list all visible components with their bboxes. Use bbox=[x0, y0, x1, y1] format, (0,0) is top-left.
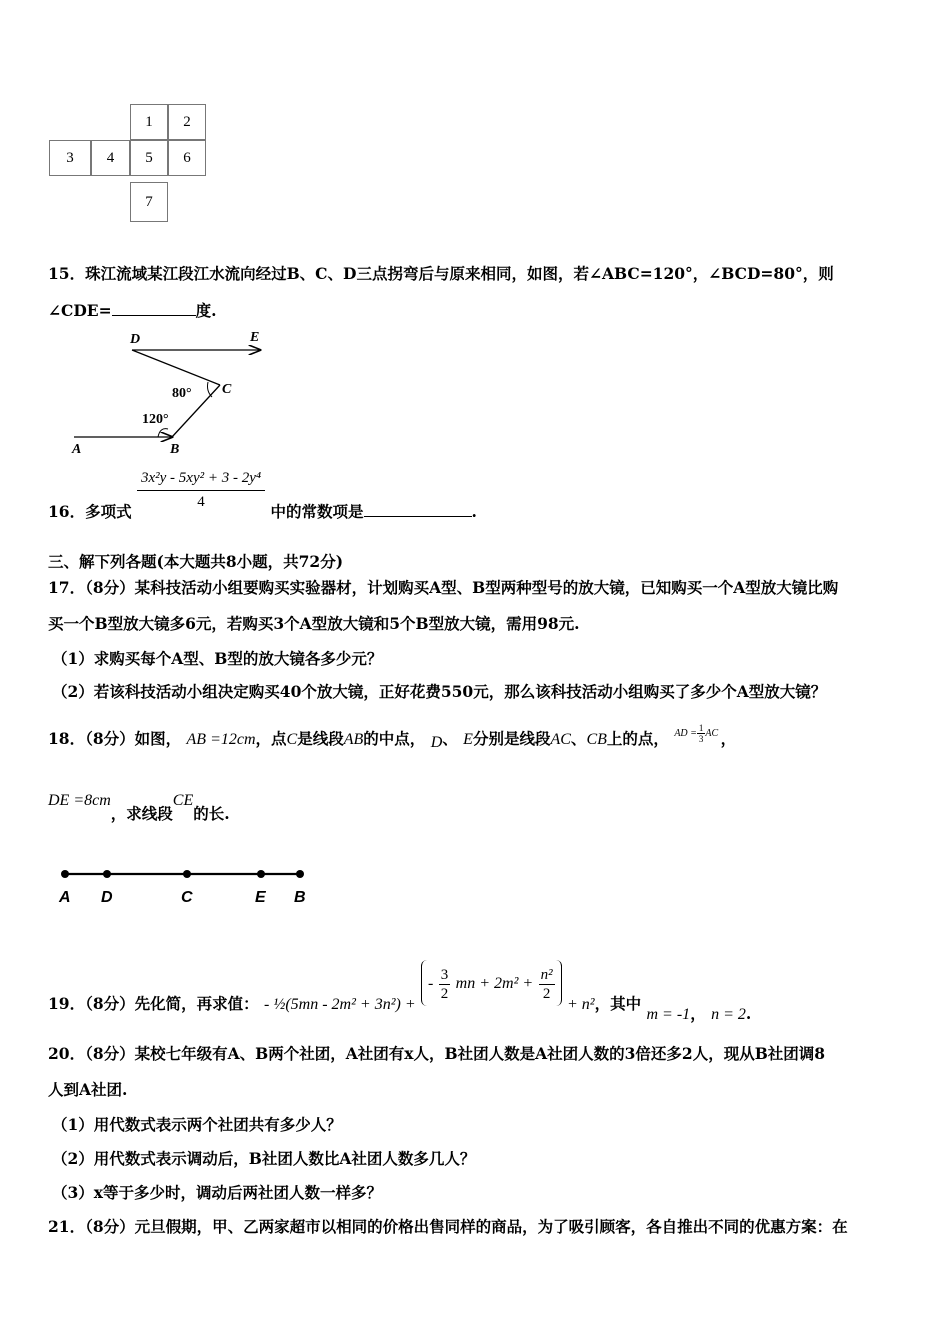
q18-t10: 的长. bbox=[193, 804, 230, 823]
q17-line2: 买一个B型放大镜多6元，若购买3个A型放大镜和5个B型放大镜，需用98元. bbox=[48, 614, 580, 633]
point-c-dot bbox=[183, 870, 191, 878]
net-cell-1: 1 bbox=[130, 104, 168, 140]
q18-segment-ab: AB bbox=[343, 731, 364, 748]
q21-line1: 21．（8分）元旦假期，甲、乙两家超市以相同的价格出售同样的商品，为了吸引顾客，各自推出不同的优惠方案：在 bbox=[48, 1217, 848, 1236]
fig-label-a: A bbox=[59, 889, 71, 906]
q19-n-value: n = 2 bbox=[711, 1006, 746, 1023]
q19-frac2-den: 2 bbox=[542, 985, 551, 1002]
q19-expr2-a: - bbox=[428, 975, 434, 992]
q17-line1: 17．（8分）某科技活动小组要购买实验器材，计划购买A型、B型两种型号的放大镜，已知购买一个A型放大镜比购 bbox=[48, 578, 839, 597]
q18-t8: ， bbox=[720, 729, 737, 748]
q19-frac-n2-2 bbox=[539, 966, 555, 1003]
q18-point-d: D bbox=[430, 734, 443, 751]
q18-ad-right: AC bbox=[705, 728, 719, 739]
q15-line2-suffix: 度. bbox=[195, 301, 217, 320]
q20-sub2: （2）用代数式表示调动后，B社团人数比A社团人数多几人？ bbox=[52, 1149, 476, 1168]
angle-label-120: 120° bbox=[142, 412, 169, 427]
line-DC bbox=[132, 350, 220, 385]
q20-line2: 人到A社团. bbox=[48, 1080, 128, 1099]
q19-frac-3-2 bbox=[439, 966, 451, 1003]
q18-t4: 、 bbox=[442, 729, 458, 748]
point-b-dot bbox=[296, 870, 304, 878]
q18-ad-frac-den: 3 bbox=[698, 734, 704, 745]
q15-answer-blank bbox=[112, 301, 196, 316]
q20-sub3: （3）x等于多少时，调动后两社团人数一样多？ bbox=[52, 1183, 383, 1202]
q19-end: . bbox=[745, 1004, 752, 1023]
q18-de-length: DE =8cm bbox=[48, 792, 111, 809]
q18-ad-frac-num: 1 bbox=[698, 723, 704, 734]
q18-segment-cb: CB bbox=[586, 731, 607, 748]
q16-prefix: 16．多项式 bbox=[48, 501, 132, 521]
q19-frac1-den: 2 bbox=[440, 985, 449, 1002]
q16 bbox=[48, 470, 477, 521]
q18-t2: 是线段 bbox=[297, 729, 344, 748]
q15-line2 bbox=[48, 299, 216, 321]
q20-sub1: （1）用代数式表示两个社团共有多少人？ bbox=[52, 1115, 342, 1134]
q18-point-e: E bbox=[463, 731, 473, 748]
q18-point-c: C bbox=[286, 731, 298, 748]
q16-denominator: 4 bbox=[197, 494, 205, 510]
q19-m-value: m = -1 bbox=[646, 1006, 691, 1023]
q19-expr1: - ½(5mn - 2m² + 3n²) + bbox=[264, 996, 416, 1013]
angle-label-80: 80° bbox=[172, 386, 192, 401]
q15-river-figure bbox=[60, 325, 290, 460]
fig-label-c: C bbox=[181, 889, 193, 906]
net-cell-2: 2 bbox=[168, 104, 206, 140]
q19-prefix: 19．（8分）先化简，再求值： bbox=[48, 994, 259, 1013]
q19-frac2-num: n² bbox=[540, 966, 553, 983]
fig-label-e: E bbox=[255, 889, 266, 906]
q18-segment-ac: AC bbox=[550, 731, 571, 748]
label-E: E bbox=[250, 330, 260, 345]
angle-arc-B bbox=[158, 429, 168, 437]
section3-title: 三、解下列各题(本大题共8小题，共72分) bbox=[48, 552, 344, 571]
q18-t3: 的中点， bbox=[363, 729, 426, 748]
q18-t9: ，求线段 bbox=[110, 804, 173, 823]
q19-expr3: + n² bbox=[566, 996, 595, 1013]
q19-middle: ，其中 bbox=[594, 994, 642, 1013]
net-cell-7: 7 bbox=[130, 182, 168, 222]
q18-ab-length: AB =12cm bbox=[186, 731, 256, 748]
q15-line1: 15．珠江流域某江段江水流向经过B、C、D三点拐弯后与原来相同，如图，若∠ABC=120°，∠BCD=80°，则 bbox=[48, 264, 834, 283]
q18-segment-figure bbox=[55, 862, 315, 912]
q18-line2 bbox=[48, 790, 230, 823]
q19-sep: ， bbox=[690, 1004, 706, 1023]
q19-expr2-b: mn + 2m² + bbox=[455, 975, 534, 992]
fig-label-d: D bbox=[101, 889, 113, 906]
label-B: B bbox=[170, 442, 180, 457]
label-C: C bbox=[222, 382, 232, 397]
q18-ad-left: AD = bbox=[674, 728, 697, 739]
q16-polynomial-fraction bbox=[137, 470, 265, 511]
net-cell-5: 5 bbox=[130, 140, 168, 176]
q18-ad-relation bbox=[674, 723, 720, 745]
point-a-dot bbox=[61, 870, 69, 878]
q18-line1 bbox=[48, 723, 737, 752]
q19 bbox=[48, 960, 752, 1023]
q18-t1: ，点 bbox=[255, 729, 287, 748]
fig-label-b: B bbox=[294, 889, 306, 906]
q20-line1: 20．（8分）某校七年级有A、B两个社团，A社团有x人，B社团人数是A社团人数的3倍还多2人，现从B社团调8 bbox=[48, 1044, 826, 1063]
label-A: A bbox=[72, 442, 82, 457]
q17-sub1: （1）求购买每个A型、B型的放大镜各多少元？ bbox=[52, 649, 383, 668]
point-d-dot bbox=[103, 870, 111, 878]
net-cell-6: 6 bbox=[168, 140, 206, 176]
point-e-dot bbox=[257, 870, 265, 878]
label-D: D bbox=[130, 332, 141, 347]
q16-numerator: 3x²y - 5xy² + 3 - 2y⁴ bbox=[137, 470, 265, 491]
q19-bracket-expr bbox=[421, 960, 562, 1006]
q18-segment-ce: CE bbox=[172, 792, 194, 809]
q19-frac1-num: 3 bbox=[440, 966, 449, 983]
net-cell-4: 4 bbox=[91, 140, 130, 176]
q18-t7: 上的点， bbox=[606, 729, 669, 748]
q18-t6: 、 bbox=[570, 729, 587, 748]
q16-answer-blank bbox=[364, 502, 472, 517]
q18-t5: 分别是线段 bbox=[472, 729, 551, 748]
q16-suffix: . bbox=[471, 501, 477, 521]
q17-sub2: （2）若该科技活动小组决定购买40个放大镜，正好花费550元，那么该科技活动小组购买了多少个A型放大镜？ bbox=[52, 682, 827, 701]
q16-middle: 中的常数项是 bbox=[270, 501, 364, 521]
net-cell-3: 3 bbox=[49, 140, 91, 176]
q18-prefix: 18．（8分）如图， bbox=[48, 729, 182, 748]
q15-line2-prefix: ∠CDE= bbox=[48, 301, 112, 320]
